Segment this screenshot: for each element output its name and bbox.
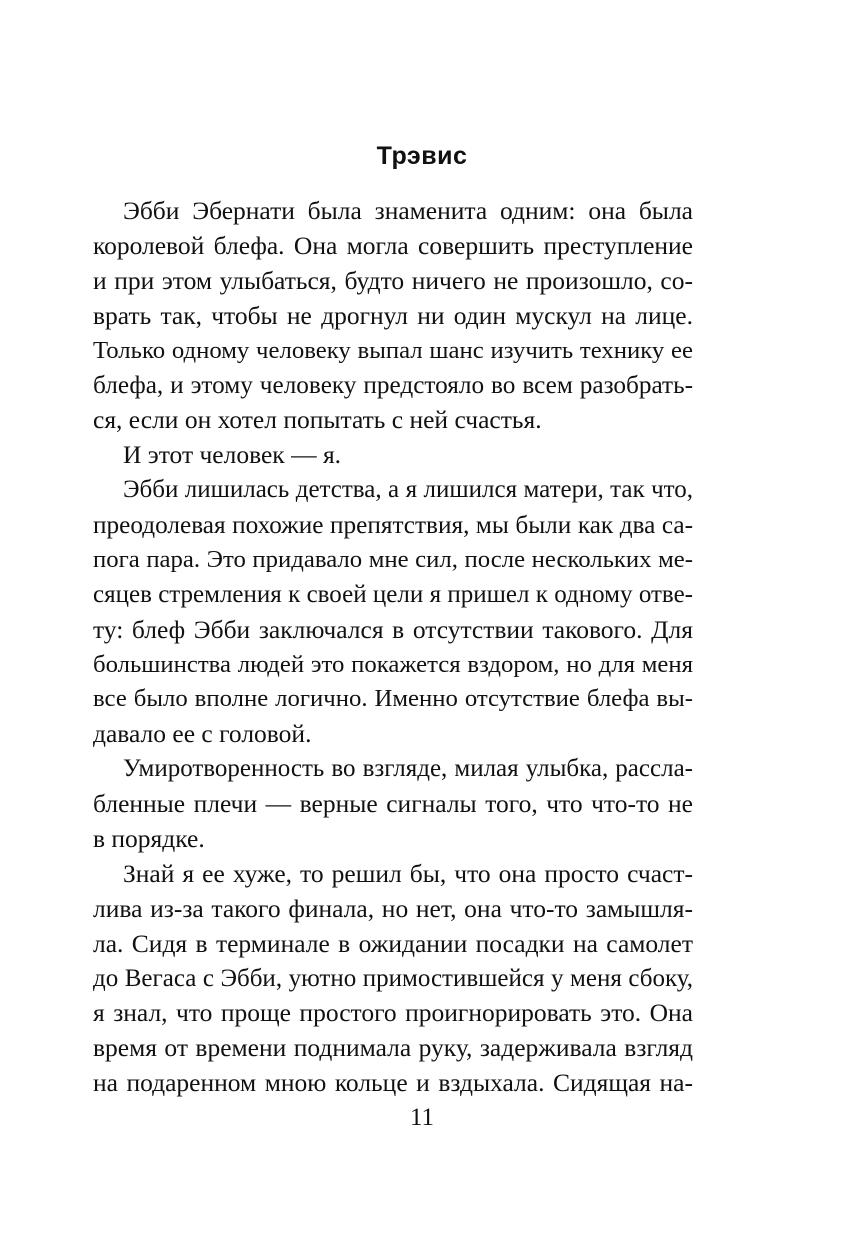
body-text bbox=[93, 194, 693, 1101]
text-line: блефа, и этому человеку предстояло во всем разобрать- bbox=[93, 371, 693, 400]
chapter-title: Трэвис bbox=[376, 142, 468, 170]
text-line: время от времени поднимала руку, задерживала взгляд bbox=[93, 1033, 693, 1063]
text-line: до Вегаса с Эбби, уютно примостившейся у меня сбоку, bbox=[93, 964, 693, 992]
text-line: Эбби Эбернати была знаменита одним: она была bbox=[123, 196, 693, 225]
text-line: бленные плечи — верные сигналы того, что что-то не bbox=[93, 789, 693, 819]
text-line: на подаренном мною кольце и вздыхала. Сидящая на- bbox=[93, 1068, 693, 1098]
text-line: Умиротворенность во взгляде, милая улыбка, рассла- bbox=[123, 755, 693, 783]
text-line: лива из-за такого финала, но нет, она что-то замышля- bbox=[93, 893, 693, 923]
page-number: 11 bbox=[409, 1104, 435, 1131]
text-line: преодолевая похожие препятствия, мы были как два са- bbox=[93, 511, 693, 540]
text-line: давало ее с головой. bbox=[93, 719, 312, 749]
text-line: ту: блеф Эбби заключался в отсутствии такового. Для bbox=[93, 614, 693, 644]
text-line: ся, если он хотел попытать с ней счастья. bbox=[93, 405, 542, 435]
text-line: Знай я ее хуже, то решил бы, что она просто счаст- bbox=[123, 858, 693, 888]
text-line: ла. Сидя в терминале в ожидании посадки на самолет bbox=[93, 928, 693, 958]
text-line: сяцев стремления к своей цели я пришел к одному отве- bbox=[93, 580, 693, 608]
text-line: И этот человек — я. bbox=[123, 440, 342, 470]
text-line: все было вполне логично. Именно отсутствие блефа вы- bbox=[93, 685, 693, 713]
text-line: Только одному человеку выпал шанс изучить технику ее bbox=[93, 336, 693, 364]
text-line: королевой блефа. Она могла совершить преступление bbox=[93, 230, 693, 260]
text-line: врать так, чтобы не дрогнул ни один мускул на лице. bbox=[93, 300, 693, 330]
text-line: Эбби лишилась детства, а я лишился матери, так что, bbox=[123, 476, 693, 504]
text-line: пога пара. Это придавало мне сил, после нескольких ме- bbox=[93, 545, 693, 573]
text-line: в порядке. bbox=[93, 824, 205, 854]
text-line: и при этом улыбаться, будто ничего не произошло, со- bbox=[93, 265, 693, 295]
text-line: я знал, что проще простого проигнорировать это. Она bbox=[93, 998, 693, 1028]
text-line: большинства людей это покажется вздором, но для меня bbox=[93, 650, 693, 678]
